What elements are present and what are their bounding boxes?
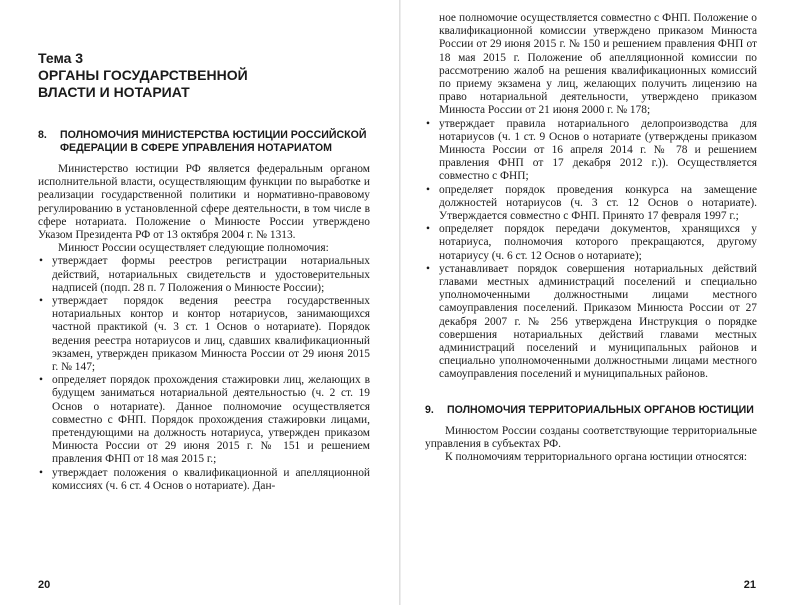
theme-title-line-2: ВЛАСТИ И НОТАРИАТ (38, 84, 190, 100)
list-item (38, 295, 370, 374)
list-item-text: утверждает формы реестров регистрации нотариальных действий, нотариальных свидетельств и удостоверительных надписей (подп. 28 п. 7 Положения о Минюсте России); (52, 255, 370, 294)
list-item-text: определяет порядок прохождения стажировки лиц, желающих в будущем заниматься нотариальной деятельностью (ч. 2 ст. 19 Основ о нотариате). Данное полномочие осуществляется совместно с ФНП. Порядок прохождения стажировки лицами, претендующими на должность нотариуса, утвержден приказом Минюста России от 29 июня 2015 г. № 151 и решением правления ФНП от 18 мая 2015 г.; (52, 374, 370, 466)
section-title: ПОЛНОМОЧИЯ МИНИСТЕРСТВА ЮСТИЦИИ РОССИЙСКОЙ ФЕДЕРАЦИИ В СФЕРЕ УПРАВЛЕНИЯ НОТАРИАТОМ (60, 129, 367, 154)
bullet-icon: • (39, 295, 43, 308)
bullet-icon: • (426, 117, 430, 130)
section-title: ПОЛНОМОЧИЯ ТЕРРИТОРИАЛЬНЫХ ОРГАНОВ ЮСТИЦИИ (447, 403, 754, 416)
bullet-icon: • (39, 255, 43, 268)
list-item-text: определяет порядок передачи документов, хранящихся у нотариуса, полномочия которого прекращаются, другому нотариусу (ч. 6 ст. 12 Основ о нотариате); (439, 223, 757, 262)
list-item (425, 184, 757, 224)
list-item (425, 223, 757, 263)
list-item-text: устанавливает порядок совершения нотариальных действий главами местных администраций поселений и специально уполномоченными должностными лицами местного самоуправления поселений. Приказом Минюста России от 27 декабря 2007 г. № 256 утверждена Инструкция о порядке совершения нотариальных действий главами местных администраций поселений и муниципальных районов и специально уполномоченными должностными лицами местного самоуправления поселений и муниципальных районов. (439, 262, 757, 381)
theme-title (38, 67, 370, 101)
powers-list-continued (425, 12, 757, 382)
paragraph: Минюстом России созданы соответствующие территориальные управления в субъектах РФ. (425, 424, 757, 450)
theme-label: Тема 3 (38, 50, 84, 66)
section-number: 9. (425, 403, 434, 416)
list-item (38, 467, 370, 493)
powers-intro: Минюст России осуществляет следующие полномочия: (58, 242, 329, 255)
powers-list (38, 255, 370, 493)
list-item (425, 118, 757, 184)
page-number-right: 21 (743, 579, 756, 591)
list-item-text: утверждает положения о квалификационной и апелляционной комиссиях (ч. 6 ст. 4 Основ о нотариате). Дан- (52, 466, 370, 492)
theme-title-line-1: ОРГАНЫ ГОСУДАРСТВЕННОЙ (38, 67, 248, 83)
bullet-icon: • (39, 374, 43, 387)
intro-paragraph: Министерство юстиции РФ является федеральным органом исполнительной власти, осуществляющим функции по выработке и реализации государственной политики и нормативно-правовому регулированию в установленной сфере деятельности, в том числе в сфере нотариата. Положение о Минюсте России утверждено Указом Президента РФ от 13 октября 2004 г. № 1313. (38, 163, 370, 242)
bullet-icon: • (39, 466, 43, 479)
paragraph: К полномочиям территориального органа юстиции относятся: (445, 451, 748, 464)
left-page (0, 0, 399, 605)
section-8-heading (38, 129, 370, 155)
section-number: 8. (38, 129, 47, 141)
list-item (425, 263, 757, 382)
bullet-icon: • (426, 262, 430, 275)
section-9-heading (425, 404, 757, 417)
list-item-text: утверждает правила нотариального делопроизводства для нотариусов (ч. 1 ст. 9 Основ о нотариате (утверждены приказом Минюста России от 16 апреля 2014 г. № 78 и решением правления ФНП от 17 декабря 2012 г.)). Осуществляется совместно с ФНП; (439, 117, 757, 183)
right-page-column (425, 12, 757, 464)
left-page-column (38, 50, 370, 493)
list-item-text: утверждает порядок ведения реестра государственных нотариальных контор и контор нотариусов, занимающихся частной практикой (ч. 3 ст. 1 Основ о нотариате). Порядок ведения реестра нотариусов и лиц, сдавших квалификационный экзамен, утвержден приказом Минюста России от 29 июня 2015 г. № 147; (52, 295, 370, 374)
bullet-icon: • (426, 183, 430, 196)
list-item (38, 374, 370, 466)
bullet-icon: • (426, 223, 430, 236)
list-item-text: ное полномочие осуществляется совместно с ФНП. Положение о квалификационной комиссии утверждено приказом Минюста России от 29 июня 2015 г. № 150 и решением правления ФНП от 18 мая 2015 г. Положение об апелляционной комиссии по рассмотрению жалоб на решения квалификационных комиссий по приему экзамена у лиц, желающих получить лицензию на право нотариальной деятельности, утверждено приказом Минюста России от 21 июня 2000 г. № 178; (439, 12, 757, 117)
list-item (38, 255, 370, 295)
list-item-text: определяет порядок проведения конкурса на замещение должностей нотариусов (ч. 3 ст. 12 Основ о нотариате). Утверждается совместно с ФНП. Принято 17 февраля 1997 г.; (439, 183, 757, 223)
list-item-continuation (425, 12, 757, 118)
page-number-left: 20 (38, 579, 51, 591)
right-page (401, 0, 800, 605)
